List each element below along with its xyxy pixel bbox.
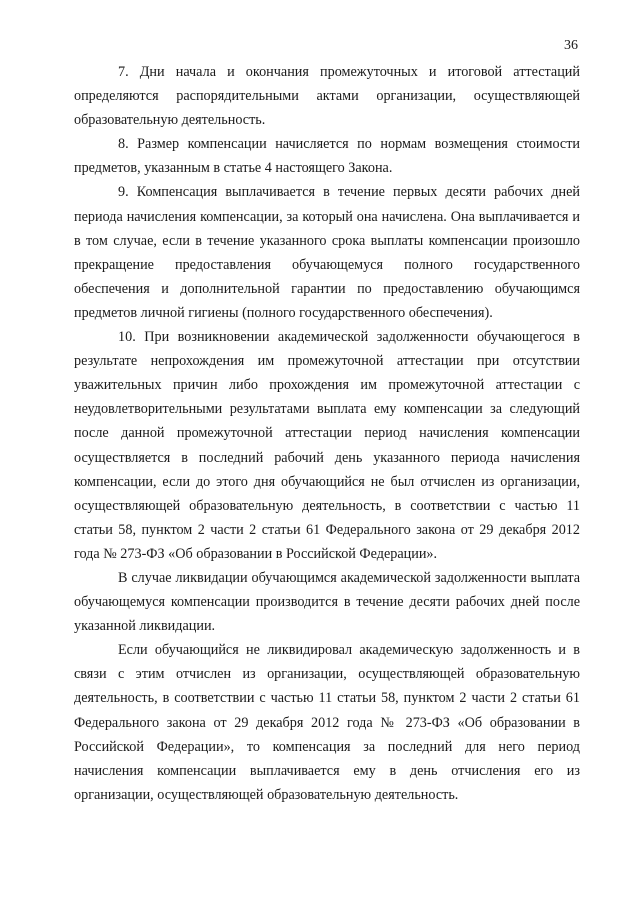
page-number: 36	[564, 38, 578, 53]
paragraph-item-7: 7. Дни начала и окончания промежуточных и итоговой аттестаций определяются распорядительными актами организации, осуществляющей образовательную деятельность.	[74, 64, 580, 129]
paragraph-item-9: 9. Компенсация выплачивается в течение первых десяти рабочих дней периода начисления компенсации, за который она начислена. Она выплачивается и в том случае, если в течение указанного срока выплаты компенсации произошло прекращение предоставления обучающемуся полного государственного обеспечения и дополнительной гарантии по предоставлению обучающимся предметов личной гигиены (полного государственного обеспечения).	[74, 184, 580, 321]
paragraph-expulsion: Если обучающийся не ликвидировал академическую задолженность и в связи с этим отчислен из организации, осуществляющей образовательную деятельность, в соответствии с частью 11 статьи 58, пунктом 2 части 2 статьи 61 Федерального закона от 29 декабря 2012 года № 273-ФЗ «Об образовании в Российской Федерации», то компенсация за последний для него период начисления компенсации выплачивается ему в день отчисления его из организации, осуществляющей образовательную деятельность.	[74, 642, 580, 803]
document-body	[74, 60, 580, 807]
paragraph-liquidation: В случае ликвидации обучающимся академической задолженности выплата обучающемуся компенсации производится в течение десяти рабочих дней после указанной ликвидации.	[74, 569, 580, 635]
paragraph-item-8: 8. Размер компенсации начисляется по нормам возмещения стоимости предметов, указанным в статье 4 настоящего Закона.	[74, 136, 580, 177]
paragraph-item-10: 10. При возникновении академической задолженности обучающегося в результате непрохождения им промежуточной аттестации при отсутствии уважительных причин либо прохождения им промежуточной аттестации с неудовлетворительными результатами выплата ему компенсации за следующий после данной промежуточной аттестации период начисления компенсации осуществляется в последний рабочий день указанного периода начисления компенсации, если до этого дня обучающийся не был отчислен из организации, осуществляющей образовательную деятельность, в соответствии с частью 11 статьи 58, пунктом 2 части 2 статьи 61 Федерального закона от 29 декабря 2012 года № 273-ФЗ «Об образовании в Российской Федерации».	[74, 329, 580, 562]
